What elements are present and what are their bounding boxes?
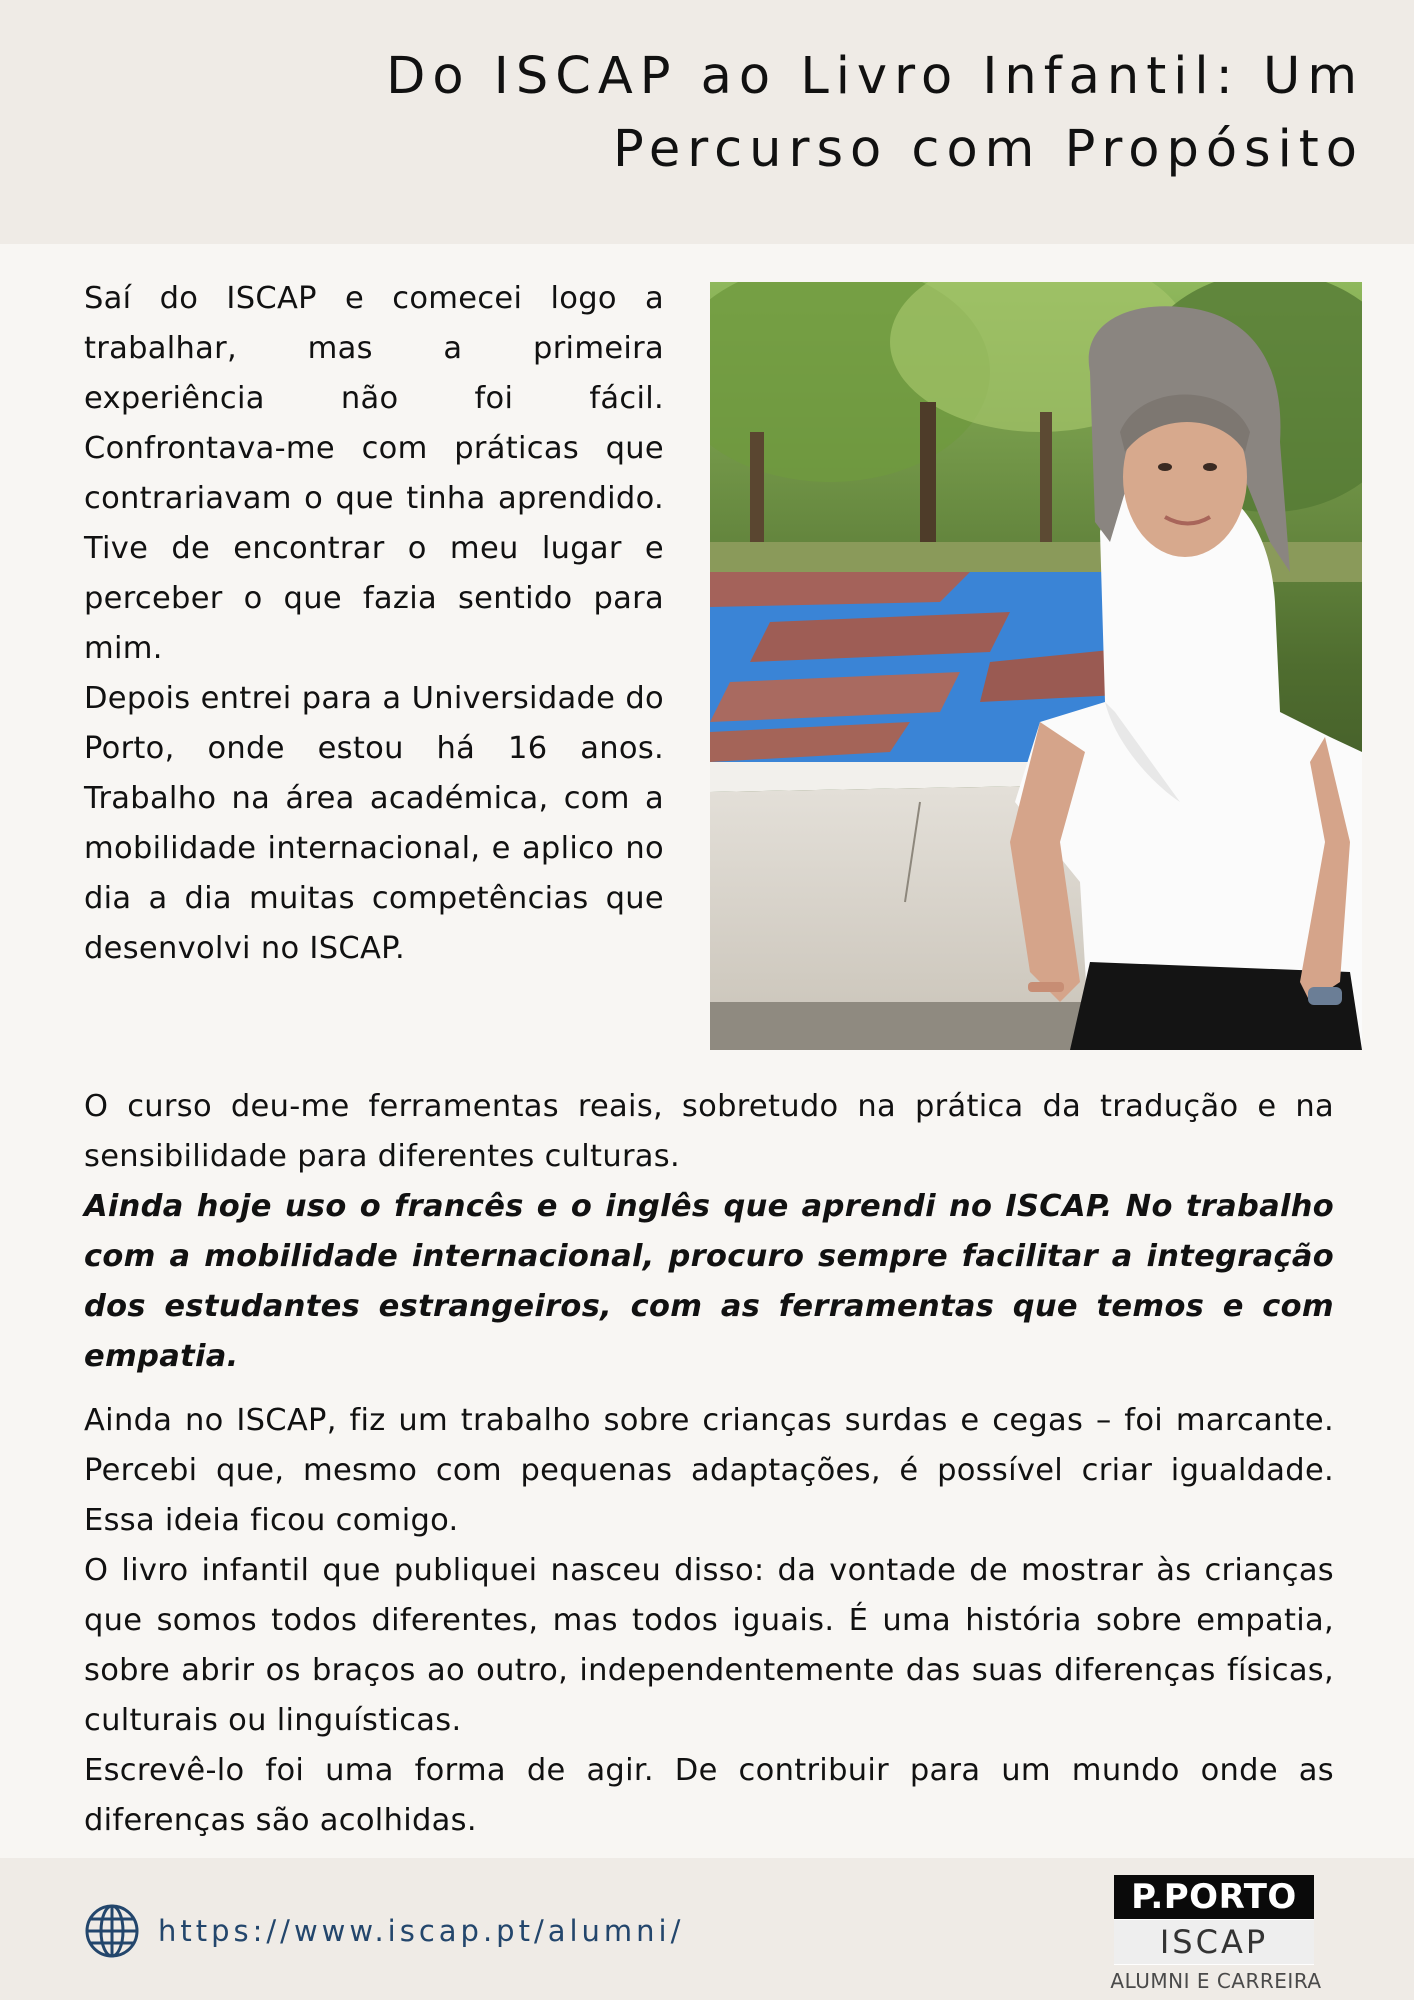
page-title [164, 40, 1364, 186]
alumni-link[interactable]: https://www.iscap.pt/alumni/ [158, 1914, 685, 1948]
logo-iscap: ISCAP [1114, 1920, 1314, 1964]
logo-subtitle: ALUMNI E CARREIRA [1110, 1969, 1322, 1993]
paragraph-study-project: Ainda no ISCAP, fiz um trabalho sobre crianças surdas e cegas – foi marcante. Percebi que, mesmo com pequenas adaptações, é possível criar igualdade. Essa ideia ficou comigo. [84, 1403, 1334, 1538]
globe-icon [84, 1903, 140, 1959]
intro-column [84, 274, 664, 974]
logo-pporto: P.PORTO [1114, 1875, 1314, 1919]
closing-section [84, 1396, 1334, 1846]
highlight-quote: Ainda hoje uso o francês e o inglês que aprendi no ISCAP. No trabalho com a mobilidade internacional, procuro sempre facilitar a integração dos estudantes estrangeiros, com as ferramentas que temos e com empatia. [84, 1189, 1334, 1374]
paragraph-first-job: Saí do ISCAP e comecei logo a trabalhar, mas a primeira experiência não foi fácil. Confrontava-me com práticas que contrariavam o que tinha aprendido. Tive de encontrar o meu lugar e perceber o que fazia sentido para mim. [84, 281, 664, 666]
page-title-line-2: Percurso com Propósito [612, 120, 1364, 179]
paragraph-purpose: Escrevê-lo foi uma forma de agir. De contribuir para um mundo onde as diferenças são acolhidas. [84, 1753, 1334, 1838]
portrait-photo [710, 282, 1362, 1050]
paragraph-university: Depois entrei para a Universidade do Porto, onde estou há 16 anos. Trabalho na área académica, com a mobilidade internacional, e aplico no dia a dia muitas competências que desenvolvi no ISCAP. [84, 681, 664, 966]
paragraph-course: O curso deu-me ferramentas reais, sobretudo na prática da tradução e na sensibilidade para diferentes culturas. [84, 1089, 1334, 1174]
pporto-iscap-logo [1098, 1875, 1334, 1995]
logo-box [1114, 1875, 1314, 1965]
header-band [0, 0, 1414, 244]
page-title-line-1: Do ISCAP ao Livro Infantil: Um [386, 47, 1364, 106]
portrait-illustration [710, 282, 1362, 1050]
paragraph-childrens-book: O livro infantil que publiquei nasceu disso: da vontade de mostrar às crianças que somos todos diferentes, mas todos iguais. É uma história sobre empatia, sobre abrir os braços ao outro, independentemente das suas diferenças físicas, culturais ou linguísticas. [84, 1553, 1334, 1738]
